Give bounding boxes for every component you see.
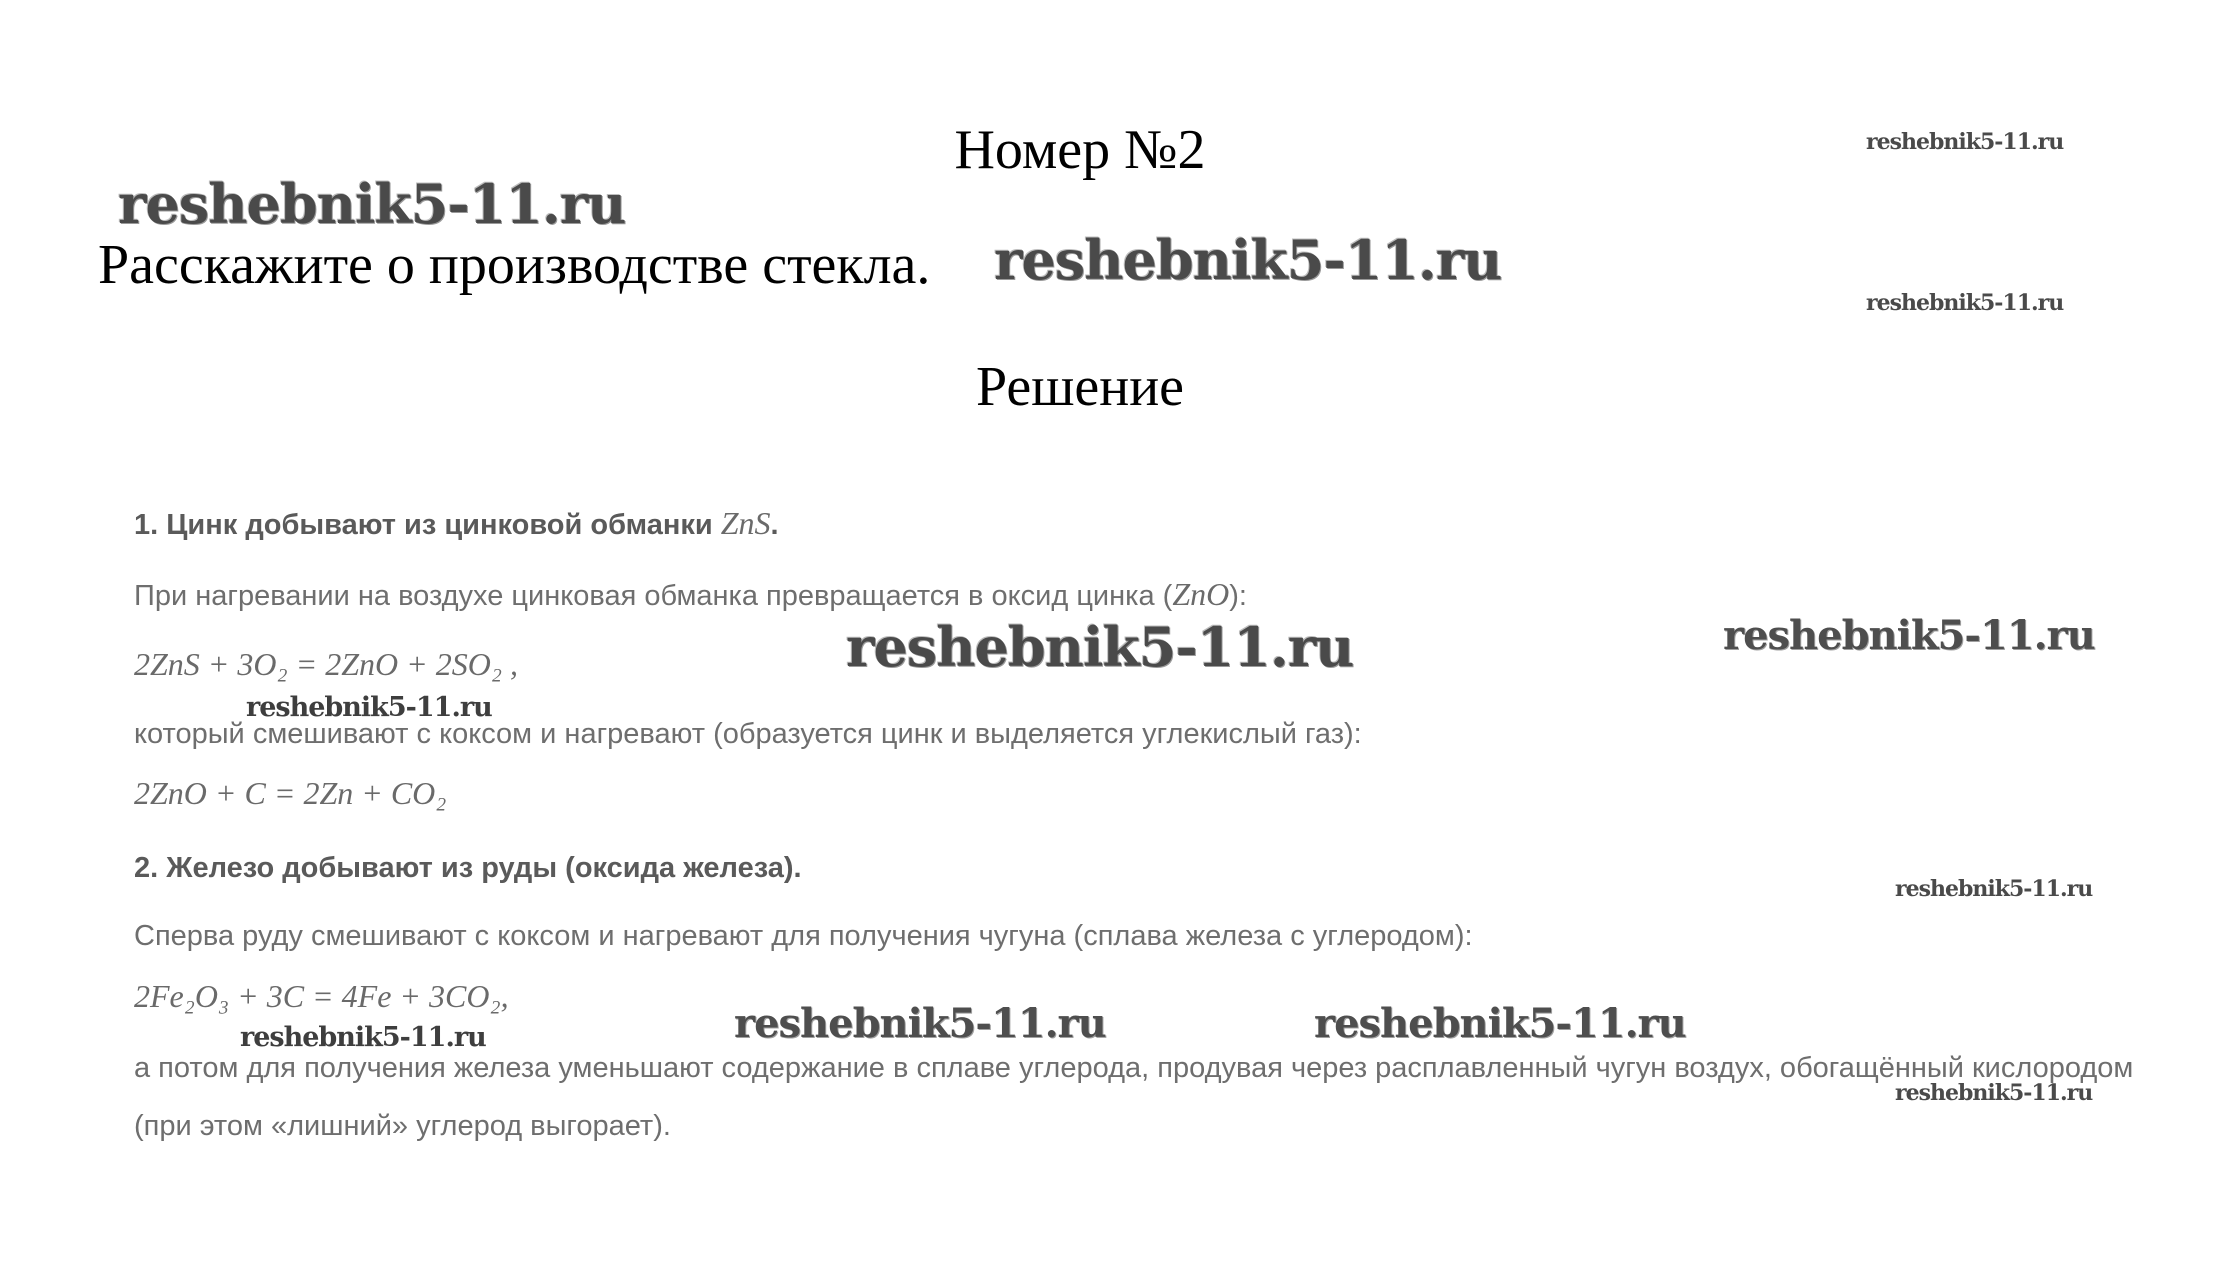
- line-text: который смешивают с коксом и нагревают (образуется цинк и выделяется углекислый газ):: [134, 718, 1362, 750]
- question-text: Расскажите о производстве стекла.: [98, 234, 931, 296]
- line-text: 1. Цинк добывают из цинковой обманки: [134, 509, 721, 541]
- watermark: reshebnik5-11.ru: [1723, 612, 2095, 659]
- watermark: reshebnik5-11.ru: [734, 1000, 1106, 1047]
- watermark: reshebnik5-11.ru: [1895, 1080, 2093, 1106]
- watermark: reshebnik5-11.ru: [118, 172, 626, 236]
- watermark: reshebnik5-11.ru: [1866, 290, 2064, 316]
- equation-iron-oxide-reduction: 2Fe₂O₃ + 3C = 4Fe + 3CO₂,: [134, 978, 509, 1014]
- solution-line-3: [134, 646, 518, 683]
- watermark: reshebnik5-11.ru: [994, 228, 1502, 292]
- solution-line-6: [134, 852, 802, 885]
- solution-line-7: [134, 920, 1473, 953]
- page-title: Номер №2: [954, 119, 1206, 181]
- solution-line-5: [134, 775, 446, 812]
- formula-zns: ZnS: [720, 505, 771, 541]
- line-text: Сперва руду смешивают с коксом и нагревают для получения чугуна (сплава железа с углеродом):: [134, 920, 1473, 952]
- solution-line-10: [134, 1110, 671, 1143]
- watermark: reshebnik5-11.ru: [1895, 876, 2093, 902]
- line-text: а потом для получения железа уменьшают содержание в сплаве углерода, продувая через расплавленный чугун воздух, обогащённый кислородом: [134, 1052, 2134, 1084]
- line-end: .: [770, 509, 779, 541]
- watermark: reshebnik5-11.ru: [246, 692, 492, 723]
- solution-heading: Решение: [975, 356, 1185, 418]
- equation-zno-reduction: 2ZnO + C = 2Zn + CO₂: [134, 775, 447, 811]
- solution-line-2: [134, 576, 1247, 613]
- watermark: reshebnik5-11.ru: [846, 615, 1354, 679]
- line-end: ):: [1229, 580, 1247, 612]
- solution-line-9: [134, 1052, 2133, 1085]
- watermark: reshebnik5-11.ru: [1866, 129, 2064, 155]
- solution-line-1: [134, 505, 779, 542]
- line-text: 2. Железо добывают из руды (оксида железа).: [134, 852, 802, 884]
- solution-line-8: [134, 978, 509, 1015]
- line-text: (при этом «лишний» углерод выгорает).: [134, 1110, 671, 1142]
- formula-zno: ZnO: [1172, 576, 1230, 612]
- watermark: reshebnik5-11.ru: [240, 1022, 486, 1053]
- watermark: reshebnik5-11.ru: [1314, 1000, 1686, 1047]
- equation-zns-roasting: 2ZnS + 3O₂ = 2ZnO + 2SO₂ ,: [134, 646, 518, 682]
- line-text: При нагревании на воздухе цинковая обманка превращается в оксид цинка (: [134, 580, 1173, 612]
